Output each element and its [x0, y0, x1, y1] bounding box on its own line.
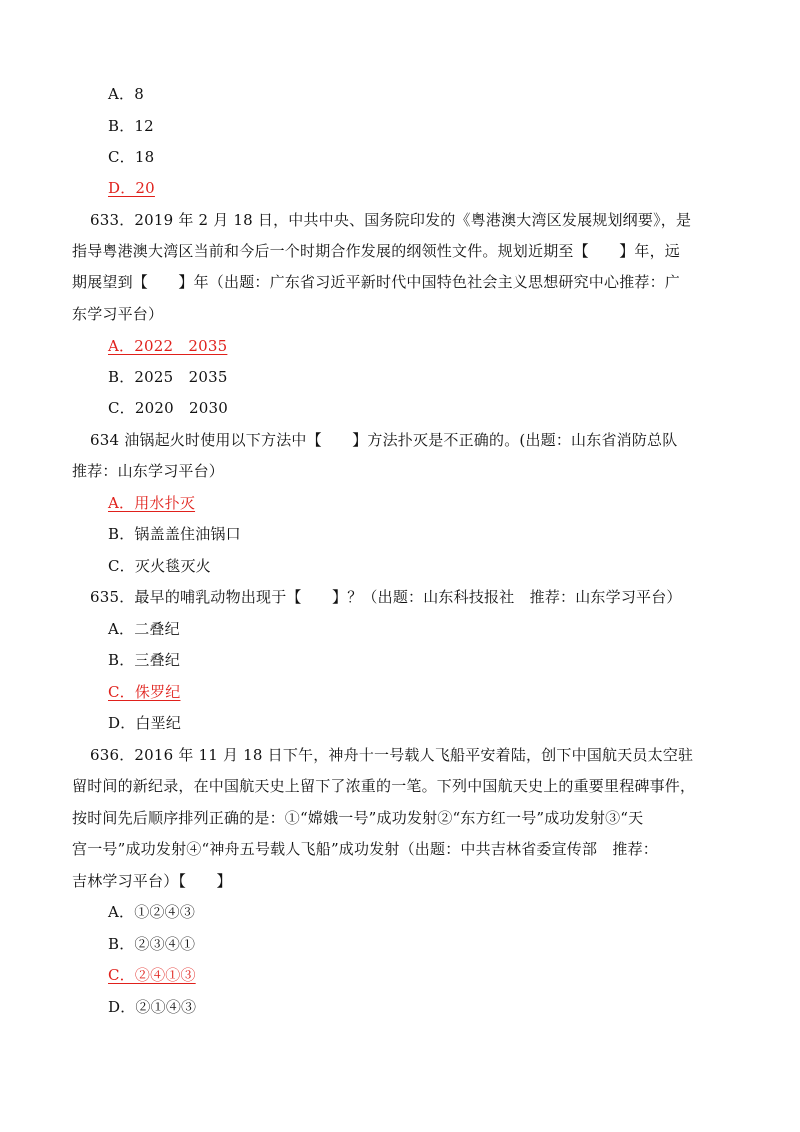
- q636-option-d: D．②①④③: [108, 998, 197, 1016]
- q633-option-c: C．2020 2030: [108, 399, 229, 417]
- q635-option-d: D．白垩纪: [108, 714, 182, 732]
- q635-option-b: B．三叠纪: [108, 651, 181, 669]
- q632-option-a: A．8: [108, 85, 144, 103]
- q636-option-b: B．②③④①: [108, 935, 196, 953]
- q633-text-line-2: 指导粤港澳大湾区当前和今后一个时期合作发展的纲领性文件。规划近期至【 】年，远: [72, 242, 681, 260]
- q634-option-c: C．灭火毯灭火: [108, 557, 211, 575]
- q633-text-line-3: 期展望到【 】年（出题：广东省习近平新时代中国特色社会主义思想研究中心推荐：广: [72, 273, 681, 291]
- q633-option-a-answer: A．2022 2035: [108, 337, 228, 355]
- q634-text-line-1: 634 油锅起火时使用以下方法中【 】方法扑灭是不正确的。(出题：山东省消防总队: [90, 431, 678, 449]
- q636-text-line-4: 宫一号”成功发射④“神舟五号载人飞船”成功发射（出题：中共吉林省委宣传部 推荐：: [72, 840, 659, 858]
- q636-text-line-1: 636．2016 年 11 月 18 日下午，神舟十一号载人飞船平安着陆，创下中国航天员太空驻: [90, 746, 694, 764]
- q634-text-line-2: 推荐：山东学习平台）: [72, 462, 225, 480]
- q636-option-c-answer: C．②④①③: [108, 966, 196, 984]
- q634-option-a-answer: A．用水扑灭: [108, 494, 196, 512]
- q635-text-line-1: 635．最早的哺乳动物出现于【 】？（出题：山东科技报社 推荐：山东学习平台）: [90, 588, 682, 606]
- q636-text-line-2: 留时间的新纪录，在中国航天史上留下了浓重的一笔。下列中国航天史上的重要里程碑事件，: [72, 777, 696, 795]
- q633-option-b: B．2025 2035: [108, 368, 228, 386]
- q633-text-line-1: 633．2019 年 2 月 18 日，中共中央、国务院印发的《粤港澳大湾区发展规划纲要》，是: [90, 211, 692, 229]
- q635-option-c-answer: C．侏罗纪: [108, 683, 181, 701]
- q635-option-a: A．二叠纪: [108, 620, 180, 638]
- q632-option-d-answer: D．20: [108, 179, 155, 197]
- q633-text-line-4: 东学习平台）: [72, 305, 164, 323]
- q636-option-a: A．①②④③: [108, 903, 196, 921]
- q636-text-line-5: 吉林学习平台）【 】: [72, 872, 232, 890]
- q636-text-line-3: 按时间先后顺序排列正确的是：①“嫦娥一号”成功发射②“东方红一号”成功发射③“天: [72, 809, 644, 827]
- q634-option-b: B．锅盖盖住油锅口: [108, 525, 241, 543]
- q632-option-c: C．18: [108, 148, 155, 166]
- q632-option-b: B．12: [108, 117, 154, 135]
